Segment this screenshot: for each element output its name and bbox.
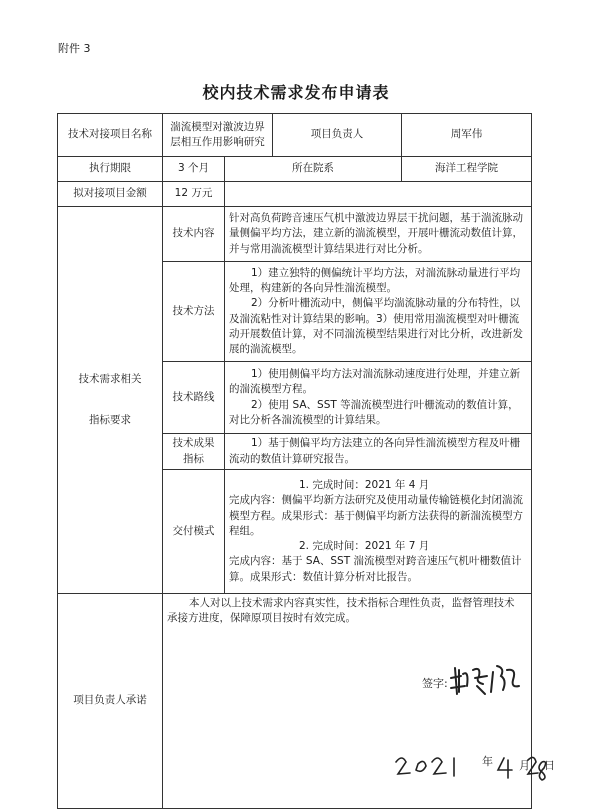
signature-label: 签字: [422,677,448,690]
date-month-char: 月 [519,759,530,772]
amount-label: 拟对接项目金额 [58,182,163,207]
date-year-char: 年 [482,755,493,768]
tech-method-p1: 1）建立独特的侧偏统计平均方法，对湍流脉动量进行平均处理，构建新的各向异性湍流模型。 [229,266,521,295]
tech-route-label: 技术路线 [163,362,225,434]
pledge-text: 本人对以上技术需求内容真实性，技术指标合理性负责，监督管理技术承接方进度，保障原项目按时有效完成。 [167,597,515,625]
pledge-row [58,594,532,809]
delivery-2-body: 完成内容：基于 SA、SST 湍流模型对跨音速压气机叶栅数值计算。成果形式：数值计算分析对比报告。 [229,555,522,583]
handwritten-signature [447,656,527,700]
period-label: 执行期限 [58,157,163,182]
project-leader-value: 周军伟 [402,114,532,157]
tech-result-text: 1）基于侧偏平均方法建立的各向异性湍流模型方程及叶栅流动的数值计算研究报告。 [225,434,532,470]
tech-route-cell [225,362,532,434]
tech-content-label: 技术内容 [163,207,225,262]
form-title: 校内技术需求发布申请表 [202,83,390,102]
delivery-label: 交付模式 [163,470,225,594]
requirements-label-line1: 技术需求相关 [78,372,142,385]
delivery-cell [225,470,532,594]
application-form-table [57,113,555,809]
tech-result-label-line1: 技术成果 [172,437,215,450]
pledge-area [167,596,555,806]
requirements-label [58,207,163,594]
attachment-label: 附件 3 [58,42,91,55]
delivery-1-title: 1. 完成时间：2021 年 4 月 [299,479,430,492]
date-day-char: 日 [544,759,555,772]
pledge-label: 项目负责人承诺 [58,594,163,809]
tech-route-p2: 2）使用 SA、SST 等湍流模型进行叶栅流动的数值计算，对比分析各湍流模型的计算结果。 [229,398,519,426]
tech-result-label [163,434,225,470]
delivery-1-body: 完成内容：侧偏平均新方法研究及使用动量传输链模化封闭湍流模型方程。成果形式：基于侧偏平均新方法获得的新湍流模型方程组。 [229,494,523,537]
tech-content-row [58,207,532,262]
project-name-row [58,114,532,157]
department-label: 所在院系 [225,157,402,182]
period-row [58,157,532,182]
amount-empty-cell [225,182,532,207]
handwritten-date [392,746,562,786]
tech-method-cell [225,262,532,362]
amount-row [58,182,532,207]
tech-result-label-line2: 指标 [183,452,204,465]
pledge-date [392,746,562,786]
project-leader-label: 项目负责人 [273,114,402,157]
project-name-value: 湍流模型对激波边界层相互作用影响研究 [163,114,273,157]
delivery-2-title: 2. 完成时间：2021 年 7 月 [299,540,430,553]
tech-content-text: 针对高负荷跨音速压气机中激波边界层干扰问题，基于湍流脉动量侧偏平均方法，建立新的湍流模型，开展叶栅流动数值计算，并与常用湍流模型计算结果进行对比分析。 [225,207,532,262]
amount-value: 12 万元 [163,182,225,207]
requirements-label-line2: 指标要求 [89,414,131,426]
tech-route-p1: 1）使用侧偏平均方法对湍流脉动速度进行处理，并建立新的湍流模型方程。 [229,368,521,396]
tech-method-p2: 2）分析叶栅流动中，侧偏平均湍流脉动量的分布特性，以及湍流粘性对计算结果的影响。3）使用常用湍流模型对叶栅流动开展数值计算，对不同湍流模型结果进行对比分析，改进新发展的湍流模型。 [229,297,523,355]
pledge-cell [163,594,555,809]
project-name-label: 技术对接项目名称 [58,114,163,157]
tech-method-label: 技术方法 [163,262,225,362]
period-value: 3 个月 [163,157,225,182]
department-value: 海洋工程学院 [402,157,532,182]
